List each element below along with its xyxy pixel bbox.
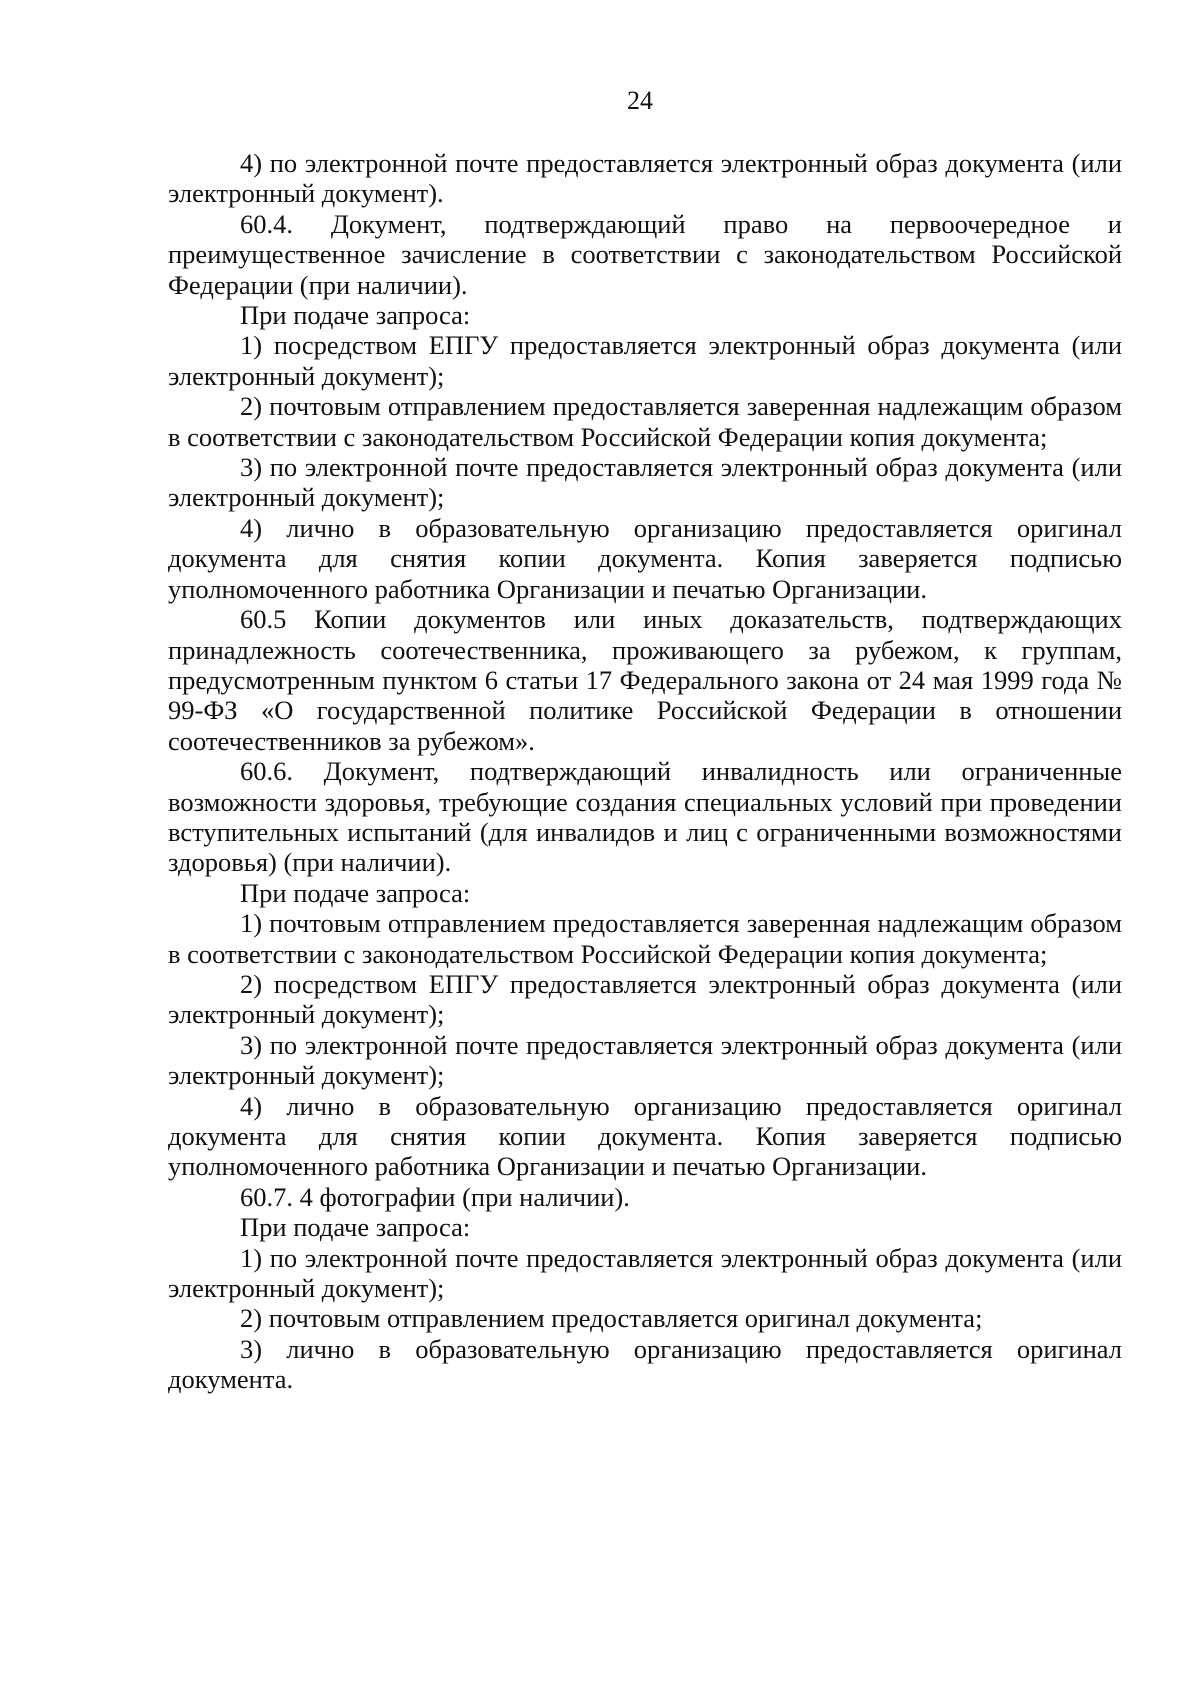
paragraph-item-3-email: 3) по электронной почте предоставляется электронный образ документа (или электронный документ); — [168, 452, 1122, 513]
paragraph-60-4-heading: 60.4. Документ, подтверждающий право на первоочередное и преимущественное зачисление в соответствии с законодательством Российской Федерации (при наличии). — [168, 208, 1122, 300]
paragraph-item-2-mail: 2) почтовым отправлением предоставляется оригинал документа; — [240, 1303, 983, 1334]
paragraph-item-1-epgu: 1) посредством ЕПГУ предоставляется электронный образ документа (или электронный документ); — [168, 330, 1122, 391]
paragraph-60-6-heading: 60.6. Документ, подтверждающий инвалидность или ограниченные возможности здоровья, требующие создания специальных условий при проведении вступительных испытаний (для инвалидов и лиц с ограниченными возможностями здоровья) (при наличии). — [168, 756, 1122, 878]
paragraph-item-4-email: 4) по электронной почте предоставляется электронный образ документа (или электронный документ). — [168, 148, 1122, 209]
paragraph-item-3-email: 3) по электронной почте предоставляется электронный образ документа (или электронный документ); — [168, 1029, 1122, 1091]
paragraph-item-1-mail: 1) почтовым отправлением предоставляется заверенная надлежащим образом в соответствии с законодательством Российской Федерации копия документа; — [168, 908, 1122, 969]
page-number: 24 — [627, 86, 653, 115]
paragraph-request-intro: При подаче запроса: — [240, 1212, 471, 1243]
paragraph-item-3-in-person: 3) лично в образовательную организацию предоставляется оригинал документа. — [168, 1333, 1122, 1395]
paragraph-60-5-heading: 60.5 Копии документов или иных доказательств, подтверждающих принадлежность соотечественника, проживающего за рубежом, к группам, предусмотренным пунктом 6 статьи 17 Федерального закона от 24 мая 1999 года № 99-ФЗ «О государственной политике Российской Федерации в отношении соотечественников за рубежом». — [168, 604, 1122, 756]
paragraph-request-intro: При подаче запроса: — [240, 877, 471, 908]
paragraph-item-2-epgu: 2) посредством ЕПГУ предоставляется электронный образ документа (или электронный документ); — [168, 968, 1122, 1030]
paragraph-item-1-email: 1) по электронной почте предоставляется электронный образ документа (или электронный документ); — [168, 1242, 1122, 1304]
paragraph-item-2-mail: 2) почтовым отправлением предоставляется заверенная надлежащим образом в соответствии с законодательством Российской Федерации копия документа; — [168, 391, 1122, 452]
paragraph-item-4-in-person: 4) лично в образовательную организацию предоставляется оригинал документа для снятия копии документа. Копия заверяется подписью уполномоченного работника Организации и печатью Организации. — [168, 512, 1122, 604]
paragraph-60-7-heading: 60.7. 4 фотографии (при наличии). — [240, 1181, 630, 1212]
paragraph-item-4-in-person: 4) лично в образовательную организацию предоставляется оригинал документа для снятия копии документа. Копия заверяется подписью уполномоченного работника Организации и печатью Организации. — [168, 1090, 1122, 1182]
paragraph-request-intro: При подаче запроса: — [240, 300, 471, 331]
document-body — [168, 148, 1122, 1395]
